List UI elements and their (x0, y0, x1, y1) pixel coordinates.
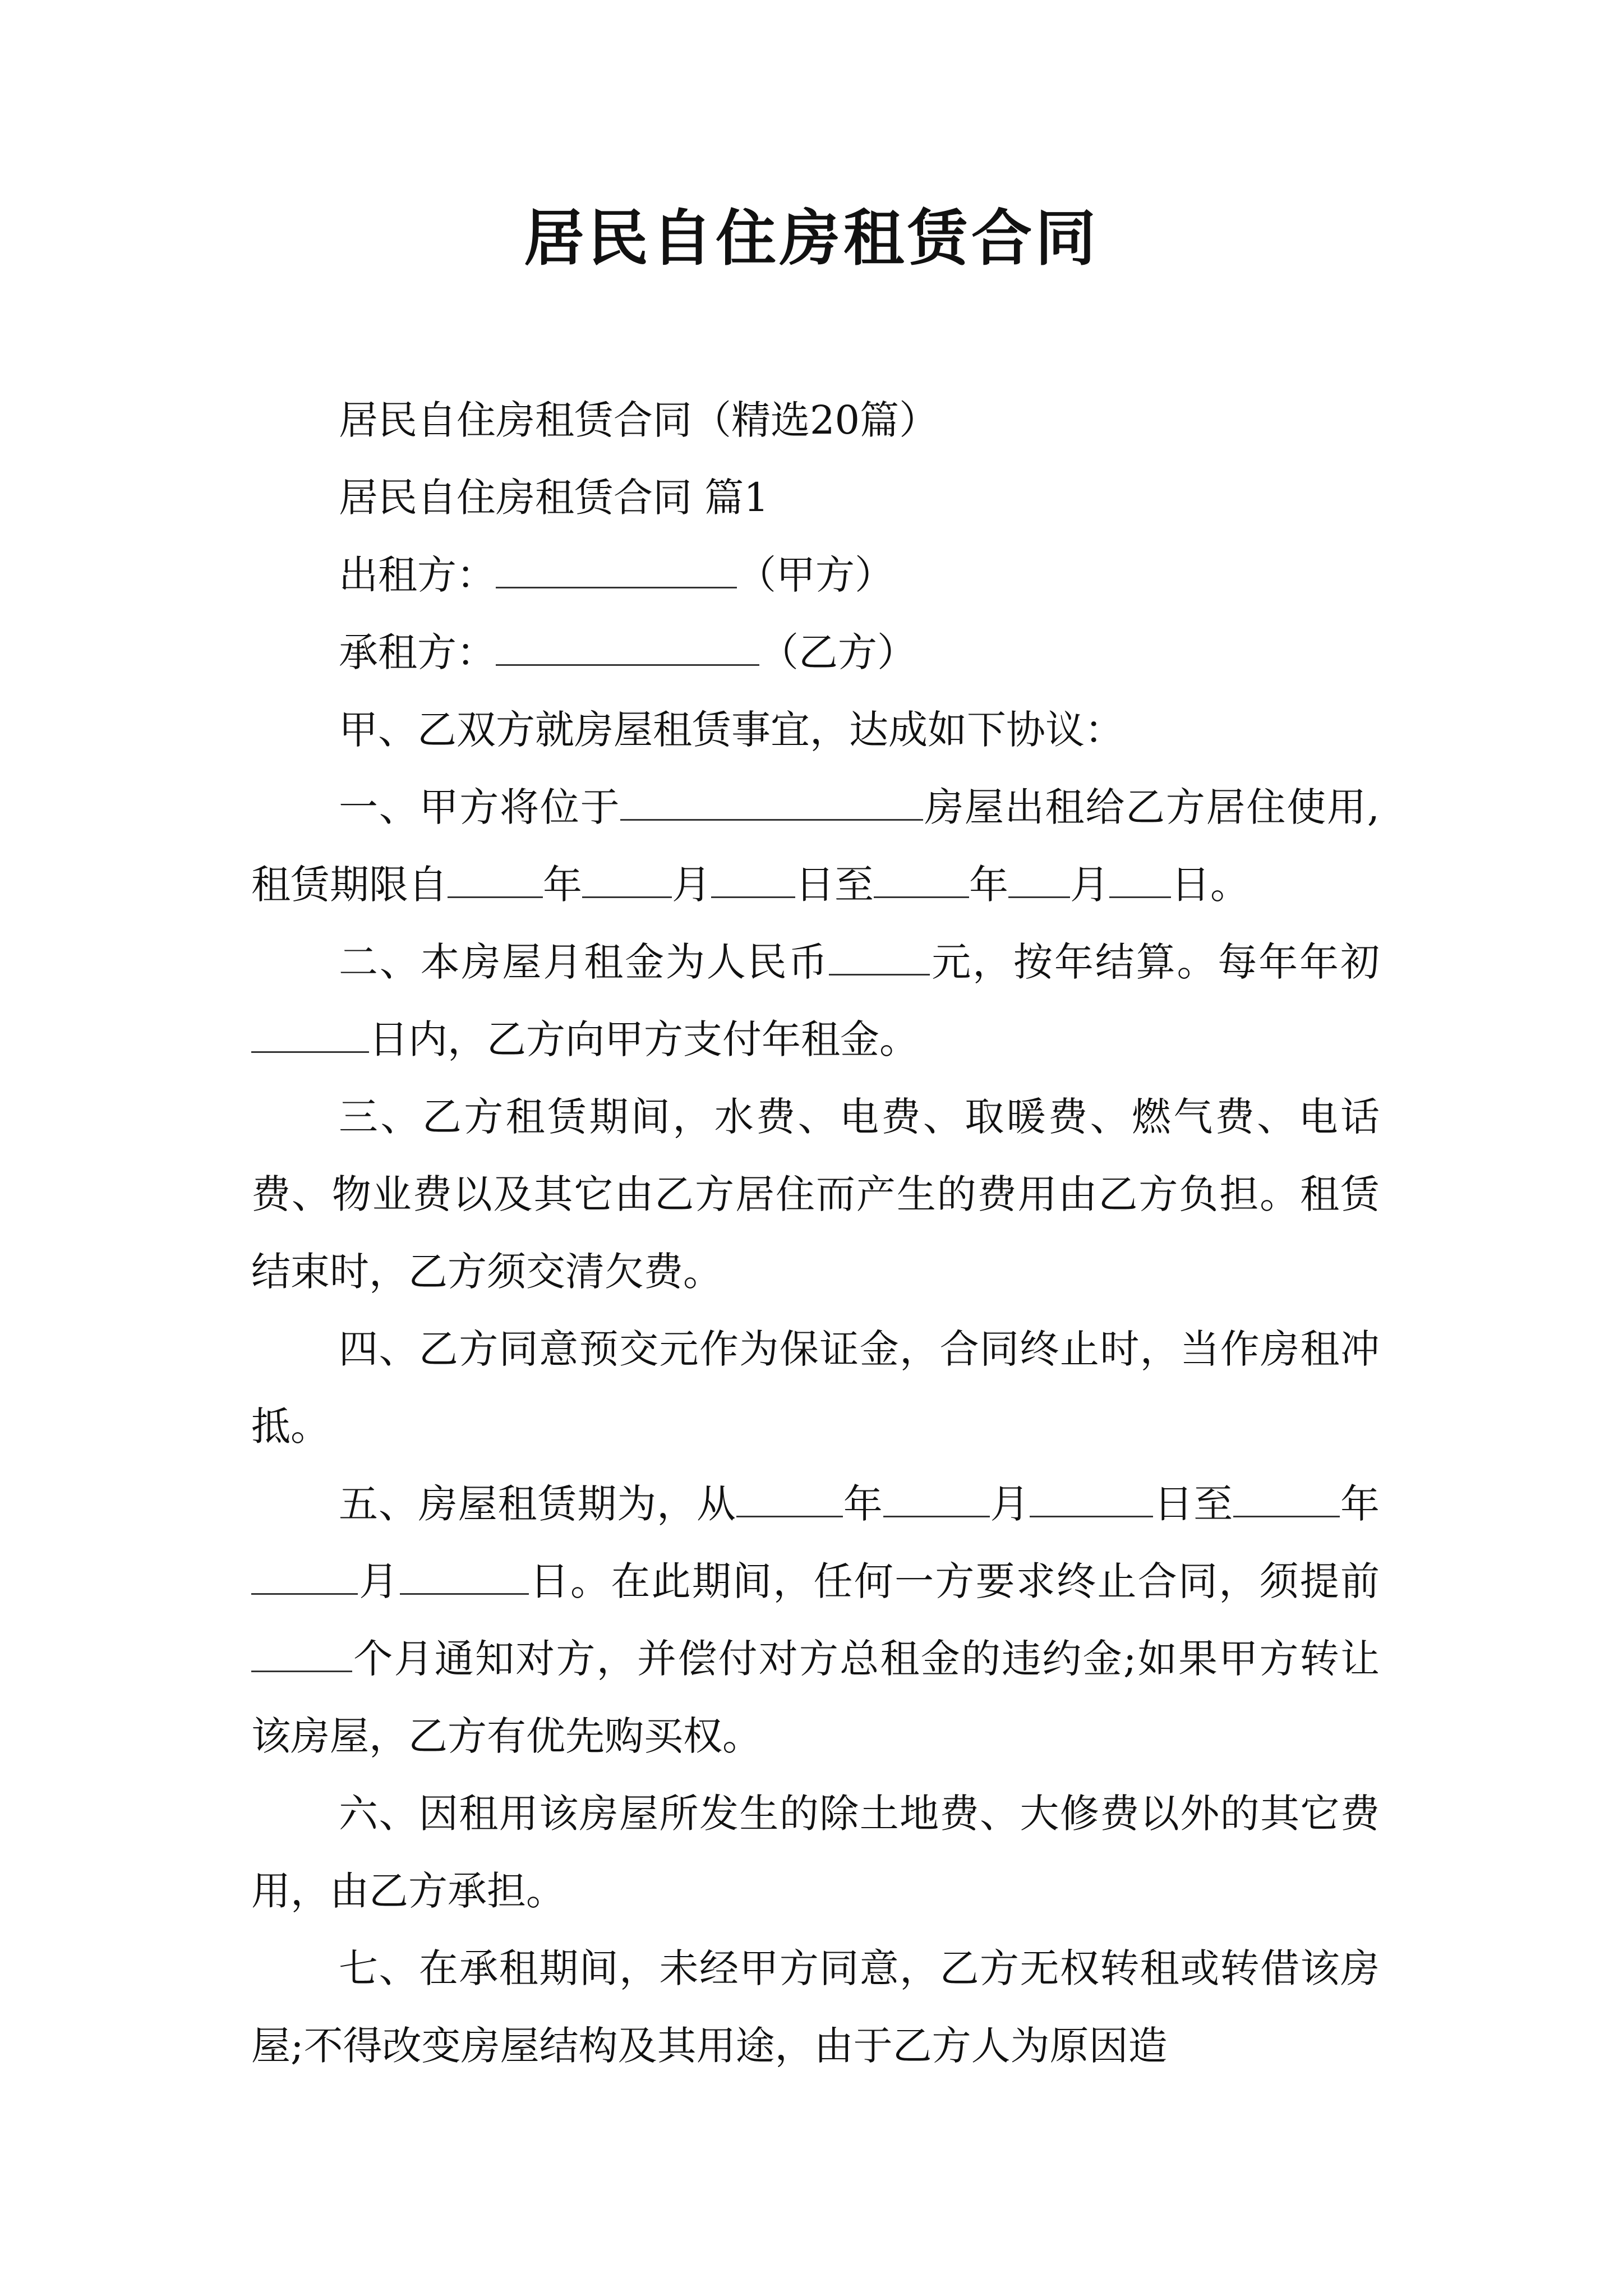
clause-1-text-e: 日至 (795, 862, 874, 908)
term-start-month-blank (883, 1480, 990, 1517)
lessee-role: （乙方） (759, 629, 916, 675)
monthly-rent-blank (829, 938, 930, 976)
clause-5-text-c: 月 (989, 1481, 1030, 1527)
lessor-role: （甲方） (737, 552, 894, 598)
clause-7: 七、在承租期间，未经甲方同意，乙方无权转租或转借该房屋;不得改变房屋结构及其用途，由于乙方人为原因造 (251, 1945, 1380, 2069)
clause-1-text-c: 年 (543, 862, 582, 908)
start-year-blank (448, 861, 543, 898)
clause-5 (251, 1465, 1380, 1775)
end-month-blank (1008, 861, 1070, 898)
clause-1-text-h: 日。 (1171, 862, 1249, 908)
start-day-blank (711, 861, 795, 898)
clause-2 (251, 923, 1380, 1078)
term-end-year-blank (1233, 1480, 1340, 1517)
clause-1-text-f: 年 (969, 862, 1008, 908)
clause-1 (251, 769, 1380, 923)
clause-5-text-d: 日至 (1153, 1481, 1234, 1527)
lessee-name-blank (496, 628, 759, 666)
term-end-day-blank (400, 1557, 529, 1595)
term-start-year-blank (736, 1480, 843, 1517)
subtitle: 居民自住房租赁合同（精选20篇） (339, 397, 939, 443)
end-year-blank (874, 861, 969, 898)
clause-5-text-g: 日。在此期间，任何一方要求终止合同，须提前 (528, 1558, 1380, 1604)
clause-2-text-a: 二、本房屋月租金为人民币 (339, 939, 829, 985)
lessor-line (251, 536, 1380, 614)
payment-days-blank (251, 1015, 369, 1053)
lessor-name-blank (496, 551, 737, 588)
lessee-line (251, 614, 1380, 691)
term-end-month-blank (251, 1557, 358, 1595)
clause-1-text-d: 月 (672, 862, 711, 908)
clause-5-text-h: 个月通知对方，并偿付对方总租金的违约金;如果甲方转让该房屋，乙方有优先购买权。 (251, 1636, 1380, 1759)
clause-2-text-c: 日内，乙方向甲方支付年租金。 (369, 1016, 919, 1062)
document-title: 居民自住房租赁合同 (523, 203, 1099, 274)
clause-6: 六、因租用该房屋所发生的除土地费、大修费以外的其它费用，由乙方承担。 (251, 1791, 1380, 1914)
clause-3: 三、乙方租赁期间，水费、电费、取暖费、燃气费、电话费、物业费以及其它由乙方居住而产生的费用由乙方负担。租赁结束时，乙方须交清欠费。 (251, 1094, 1380, 1295)
clause-2-text-b: 元，按年结算。每年年初 (930, 939, 1380, 985)
start-month-blank (582, 861, 672, 898)
clause-5-text-f: 月 (358, 1558, 400, 1604)
clause-5-text-e: 年 (1340, 1481, 1380, 1527)
clause-1-text-g: 月 (1070, 862, 1109, 908)
section-title: 居民自住房租赁合同 篇1 (339, 475, 769, 521)
document-body (251, 381, 1380, 2085)
clause-5-text-a: 五、房屋租赁期为，从 (339, 1481, 736, 1527)
property-address-blank (620, 783, 923, 821)
clause-1-text-a: 一、甲方将位于 (339, 784, 621, 830)
agreement-intro: 甲、乙双方就房屋租赁事宜，达成如下协议： (339, 707, 1124, 753)
lessor-label: 出租方： (339, 552, 496, 598)
term-start-day-blank (1030, 1480, 1153, 1517)
notice-months-blank (251, 1635, 352, 1672)
clause-4: 四、乙方同意预交元作为保证金，合同终止时，当作房租冲抵。 (251, 1326, 1380, 1450)
end-day-blank (1109, 861, 1171, 898)
clause-1-text-b: 房屋出租给乙方居住使用,租赁期限自 (251, 784, 1380, 908)
lessee-label: 承租方： (339, 629, 496, 675)
clause-5-text-b: 年 (842, 1481, 883, 1527)
